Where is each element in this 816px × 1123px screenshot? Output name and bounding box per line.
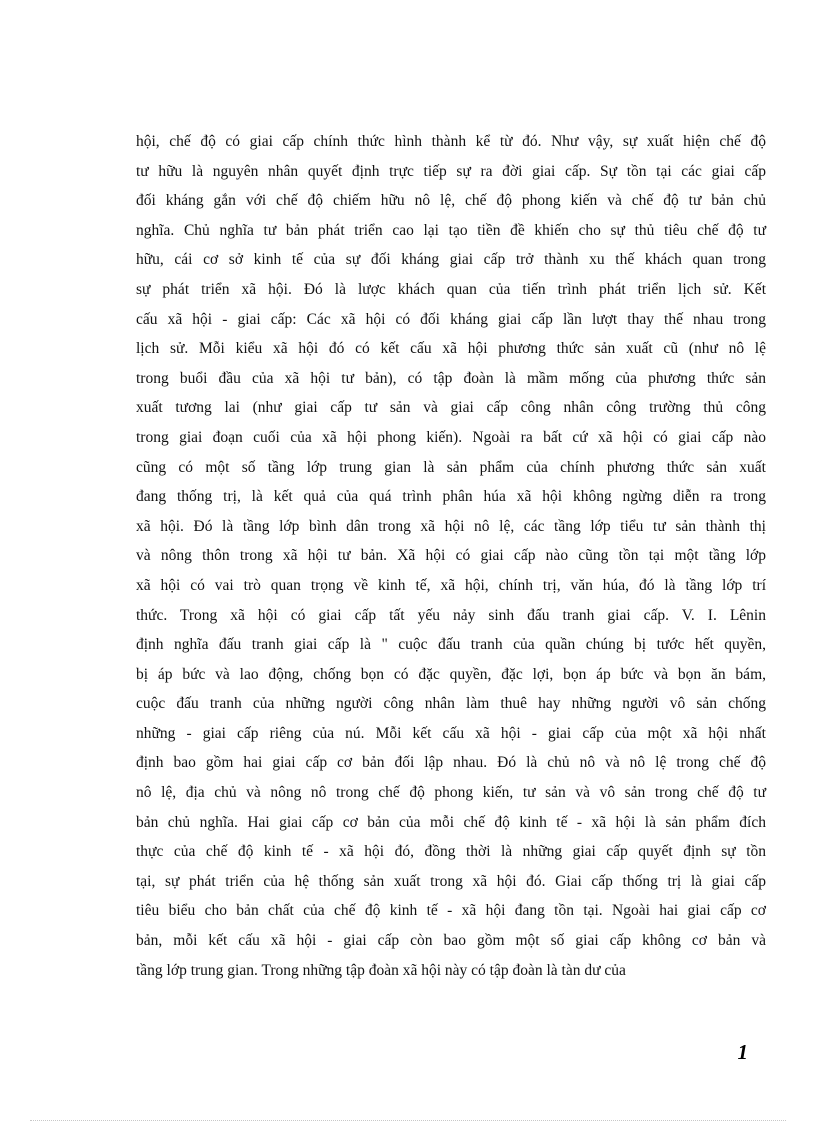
text-line: cấu xã hội - giai cấp: Các xã hội có đối kháng giai cấp lần lượt thay thế nhau trong [136, 310, 766, 328]
page-bottom-divider [30, 1120, 786, 1121]
text-line: xuất tương lai (như giai cấp tư sản và giai cấp công nhân công trường thủ công [136, 399, 766, 417]
text-line: nghĩa. Chủ nghĩa tư bản phát triển cao lại tạo tiền đề khiến cho sự thủ tiêu chế độ tư [136, 221, 766, 239]
text-line: trong giai đoạn cuối của xã hội phong kiến). Ngoài ra bất cứ xã hội có giai cấp nào [136, 428, 766, 446]
text-line: thức. Trong xã hội có giai cấp tất yếu nảy sinh đấu tranh giai cấp. V. I. Lênin [136, 606, 766, 624]
text-line: tiêu biểu cho bản chất của chế độ kinh tế - xã hội đang tồn tại. Ngoài hai giai cấp cơ [136, 902, 766, 920]
text-line: xã hội. Đó là tầng lớp bình dân trong xã hội nô lệ, các tầng lớp tiểu tư sản thành thị [136, 517, 766, 535]
text-line: bản chủ nghĩa. Hai giai cấp cơ bản của mỗi chế độ kinh tế - xã hội là sản phẩm đích [136, 813, 766, 831]
text-line: định bao gồm hai giai cấp cơ bản đối lập nhau. Đó là chủ nô và nô lệ trong chế độ [136, 754, 766, 772]
text-line: bị áp bức và lao động, chống bọn có đặc quyền, đặc lợi, bọn áp bức và bọn ăn bám, [136, 665, 766, 683]
text-line: cuộc đấu tranh của những người công nhân làm thuê hay những người vô sản chống [136, 695, 766, 713]
text-line: xã hội có vai trò quan trọng về kinh tế, xã hội, chính trị, văn húa, đó là tầng lớp trí [136, 576, 766, 594]
text-line: và nông thôn trong xã hội tư bản. Xã hội có giai cấp nào cũng tồn tại một tầng lớp [136, 547, 766, 565]
text-line: định nghĩa đấu tranh giai cấp là " cuộc đấu tranh của quần chúng bị tước hết quyền, [136, 636, 766, 654]
text-line: sự phát triển xã hội. Đó là lược khách quan của tiến trình phát triển lịch sử. Kết [136, 280, 766, 298]
text-line: tầng lớp trung gian. Trong những tập đoàn xã hội này có tập đoàn là tàn dư của [136, 961, 626, 979]
text-line: trong buổi đầu của xã hội tư bản), có tập đoàn là mầm mống của phương thức sản [136, 369, 766, 387]
body-paragraph [136, 127, 766, 985]
text-line: nô lệ, địa chủ và nông nô trong chế độ phong kiến, tư sản và vô sản trong chế độ tư [136, 784, 766, 802]
text-line: đang thống trị, là kết quả của quá trình phân húa xã hội không ngừng diễn ra trong [136, 488, 766, 506]
text-line: tư hữu là nguyên nhân quyết định trực tiếp sự ra đời giai cấp. Sự tồn tại các giai cấp [136, 162, 766, 180]
text-line: những - giai cấp riêng của nú. Mỗi kết cấu xã hội - giai cấp của một xã hội nhất [136, 724, 766, 742]
text-line: tại, sự phát triển của hệ thống sản xuất trong xã hội đó. Giai cấp thống trị là giai cấp [136, 872, 766, 890]
text-line: thực của chế độ kinh tế - xã hội đó, đồng thời là những giai cấp quyết định sự tồn [136, 843, 766, 861]
text-line: cũng có một số tầng lớp trung gian là sản phẩm của chính phương thức sản xuất [136, 458, 766, 476]
page-number: 1 [737, 1040, 748, 1064]
text-line: bản, mỗi kết cấu xã hội - giai cấp còn bao gồm một số giai cấp không cơ bản và [136, 932, 766, 950]
text-line: hữu, cái cơ sở kinh tế của sự đối kháng giai cấp trở thành xu thế khách quan trong [136, 251, 766, 269]
text-line: đối kháng gắn với chế độ chiếm hữu nô lệ, chế độ phong kiến và chế độ tư bản chủ [136, 192, 766, 210]
text-line: hội, chế độ có giai cấp chính thức hình thành kể từ đó. Như vậy, sự xuất hiện chế độ [136, 133, 766, 150]
text-line: lịch sử. Mỗi kiểu xã hội đó có kết cấu xã hội phương thức sản xuất cũ (như nô lệ [136, 340, 766, 358]
